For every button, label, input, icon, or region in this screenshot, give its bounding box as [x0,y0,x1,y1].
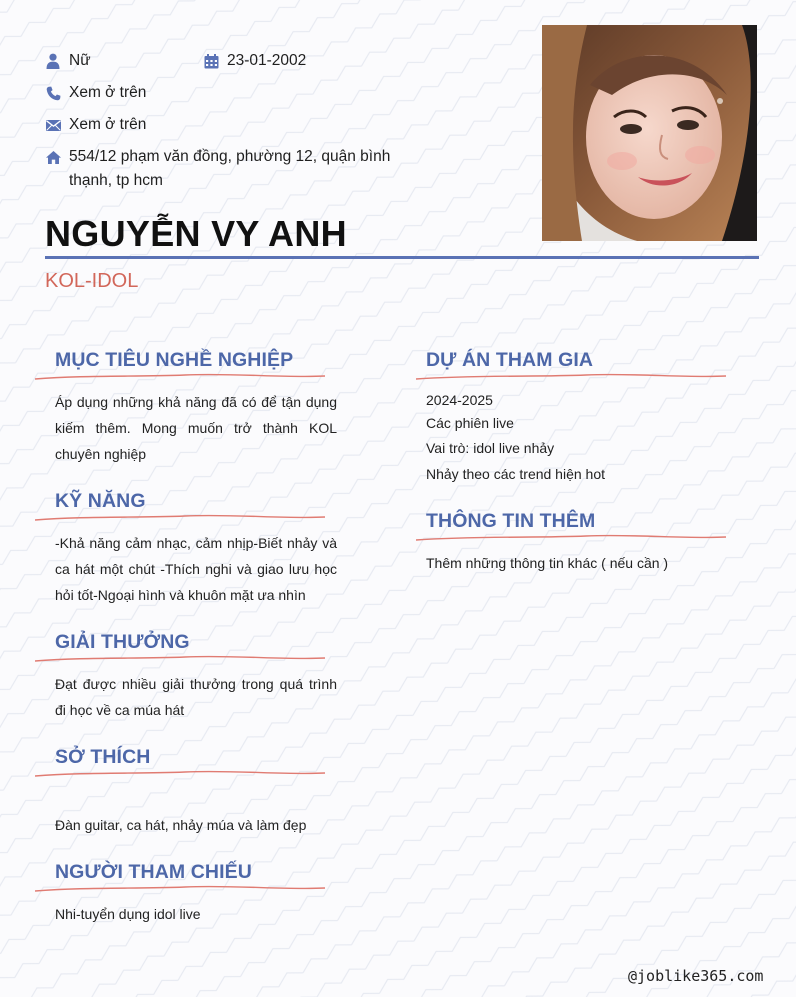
phone-value: Xem ở trên [69,84,147,101]
hobbies-text: Đàn guitar, ca hát, nhảy múa và làm đẹp [55,817,307,833]
references-text: Nhi-tuyển dụng idol live [55,906,201,922]
email-row [44,113,146,137]
references-underline [35,884,327,896]
address-row [44,145,390,193]
objective-heading: MỤC TIÊU NGHỀ NGHIỆP [55,349,294,371]
birthdate-value: 23-01-2002 [227,52,307,69]
additional-underline [416,533,728,545]
additional-text: Thêm những thông tin khác ( nếu cần ) [426,555,669,571]
project-name: Các phiên live [426,415,514,431]
awards-text: Đạt được nhiều giải thưởng trong quá trình đi học về ca múa hát [55,676,337,718]
gender-value: Nữ [69,52,91,69]
name-divider [45,256,759,259]
hobbies-underline [35,769,327,781]
full-name: NGUYỄN VY ANH [45,213,347,254]
project-description: Nhảy theo các trend hiện hot [426,466,606,482]
skills-underline [35,513,327,525]
address-line-2: thạnh, tp hcm [69,172,163,189]
awards-underline [35,654,327,666]
phone-icon [44,81,62,105]
home-icon [44,145,62,169]
references-heading: NGƯỜI THAM CHIẾU [55,861,252,883]
projects-underline [416,372,728,384]
project-period: 2024-2025 [426,392,493,408]
projects-heading: DỰ ÁN THAM GIA [426,349,594,371]
objective-underline [35,372,327,384]
footer-watermark[interactable]: @joblike365.com [628,967,764,985]
gender-row [44,49,91,73]
additional-heading: THÔNG TIN THÊM [426,510,596,532]
address-value [69,145,390,193]
hobbies-heading: SỞ THÍCH [55,746,151,768]
awards-heading: GIẢI THƯỞNG [55,631,190,653]
job-title: KOL-IDOL [45,270,139,292]
objective-text: Áp dụng những khả năng đã có để tận dụng kiếm thêm. Mong muốn trở thành KOL chuyên nghiệp [55,394,337,462]
birthdate-row [202,49,306,73]
email-value: Xem ở trên [69,116,147,133]
skills-heading: KỸ NĂNG [55,490,146,512]
calendar-icon [202,49,220,73]
phone-row [44,81,146,105]
user-icon [44,49,62,73]
project-role: Vai trò: idol live nhảy [426,440,555,456]
profile-photo [542,25,757,241]
email-icon [44,113,62,137]
skills-text: -Khả năng cảm nhạc, cảm nhịp-Biết nhảy và ca hát một chút -Thích nghi và giao lưu học hỏi tốt-Ngoại hình và khuôn mặt ưa nhìn [55,535,337,603]
address-line-1: 554/12 phạm văn đồng, phường 12, quận bình [69,148,391,165]
